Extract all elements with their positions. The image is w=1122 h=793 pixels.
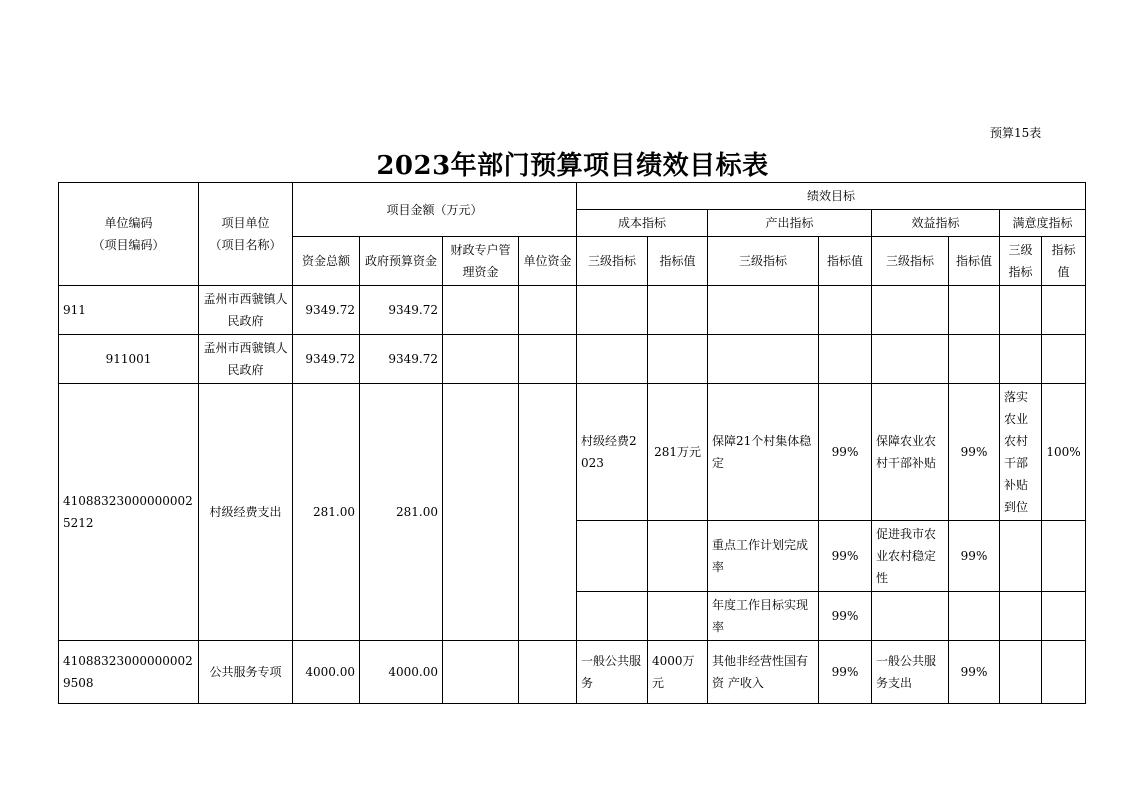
row-code: 911 xyxy=(59,286,199,335)
row-total: 9349.72 xyxy=(293,286,360,335)
header-unit-funds: 单位资金 xyxy=(519,237,577,286)
header-cost-indicator: 成本指标 xyxy=(577,210,708,237)
header-satisfaction-level3: 三级指标 xyxy=(1000,237,1042,286)
row-unit: 孟州市西虢镇人民政府 xyxy=(199,286,293,335)
table-row xyxy=(59,286,1086,335)
row-total: 9349.72 xyxy=(293,335,360,384)
header-unit-code xyxy=(59,183,199,286)
row-code: 911001 xyxy=(59,335,199,384)
header-cost-level3: 三级指标 xyxy=(577,237,648,286)
table-number: 预算15表 xyxy=(990,126,1042,140)
row-output-value: 99% xyxy=(819,521,872,592)
header-total-funds: 资金总额 xyxy=(293,237,360,286)
row-benefit-value: 99% xyxy=(949,641,1000,704)
row-gov: 4000.00 xyxy=(360,641,443,704)
row-output-indicator: 其他非经营性国有资 产收入 xyxy=(708,641,819,704)
row-output-value: 99% xyxy=(819,384,872,521)
row-output-indicator: 重点工作计划完成率 xyxy=(708,521,819,592)
header-cost-value: 指标值 xyxy=(648,237,708,286)
row-benefit-indicator: 一般公共服务支出 xyxy=(872,641,949,704)
row-total: 4000.00 xyxy=(293,641,360,704)
row-benefit-indicator: 保障农业农村干部补贴 xyxy=(872,384,949,521)
header-gov-budget: 政府预算资金 xyxy=(360,237,443,286)
header-output-indicator: 产出指标 xyxy=(708,210,872,237)
header-project-name-label: （项目名称） xyxy=(209,238,282,252)
row-gov: 9349.72 xyxy=(360,335,443,384)
row-benefit-value: 99% xyxy=(949,384,1000,521)
header-output-level3: 三级指标 xyxy=(708,237,819,286)
header-benefit-value: 指标值 xyxy=(949,237,1000,286)
row-output-value: 99% xyxy=(819,592,872,641)
header-output-value: 指标值 xyxy=(819,237,872,286)
header-performance-group: 绩效目标 xyxy=(577,183,1086,210)
row-output-indicator: 保障21个村集体稳定 xyxy=(708,384,819,521)
row-code: 410883230000000029508 xyxy=(59,641,199,704)
row-total: 281.00 xyxy=(293,384,360,641)
header-fiscal-special: 财政专户管理资金 xyxy=(443,237,519,286)
table-row xyxy=(59,384,1086,521)
row-cost-value: 4000万元 xyxy=(648,641,708,704)
row-unit: 村级经费支出 xyxy=(199,384,293,641)
row-satisfaction-value: 100% xyxy=(1042,384,1086,521)
row-cost-value: 281万元 xyxy=(648,384,708,521)
row-unit: 公共服务专项 xyxy=(199,641,293,704)
header-unit-code-label: 单位编码 xyxy=(104,216,153,230)
row-unit: 孟州市西虢镇人民政府 xyxy=(199,335,293,384)
performance-table xyxy=(58,182,1086,704)
row-output-value: 99% xyxy=(819,641,872,704)
row-output-indicator: 年度工作目标实现率 xyxy=(708,592,819,641)
row-benefit-value: 99% xyxy=(949,521,1000,592)
header-satisfaction-value: 指标值 xyxy=(1042,237,1086,286)
header-benefit-level3: 三级指标 xyxy=(872,237,949,286)
row-cost-indicator: 村级经费2023 xyxy=(577,384,648,521)
header-project-unit-label: 项目单位 xyxy=(221,216,270,230)
row-benefit-indicator: 促进我市农业农村稳定性 xyxy=(872,521,949,592)
header-project-code-label: （项目编码） xyxy=(92,238,165,252)
row-satisfaction-indicator: 落实农业农村干部补贴到位 xyxy=(1000,384,1042,521)
header-satisfaction-indicator: 满意度指标 xyxy=(1000,210,1086,237)
table-row xyxy=(59,335,1086,384)
row-code: 410883230000000025212 xyxy=(59,384,199,641)
header-amount-group: 项目金额（万元） xyxy=(293,183,577,237)
page-title: 2023年部门预算项目绩效目标表 xyxy=(376,151,769,181)
table-row xyxy=(59,641,1086,704)
header-project-unit xyxy=(199,183,293,286)
row-cost-indicator: 一般公共服务 xyxy=(577,641,648,704)
row-gov: 281.00 xyxy=(360,384,443,641)
header-benefit-indicator: 效益指标 xyxy=(872,210,1000,237)
row-gov: 9349.72 xyxy=(360,286,443,335)
